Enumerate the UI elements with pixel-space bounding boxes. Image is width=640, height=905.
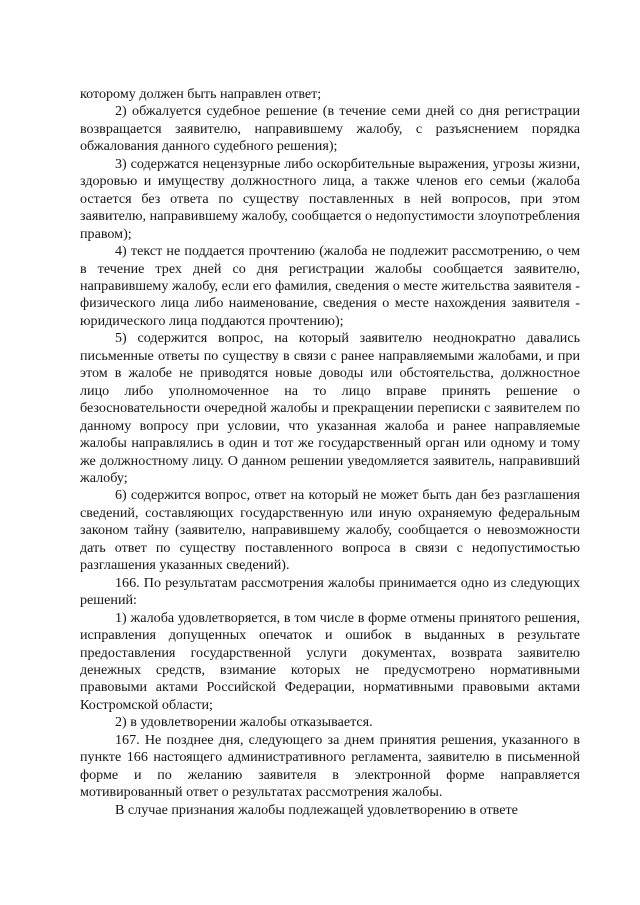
paragraph-item-5: 5) содержится вопрос, на который заявителю неоднократно давались письменные ответы по существу в связи с ранее направляемыми жалобами, и при этом в жалобе не приводятся новые доводы или обстоятельства, должностное лицо либо уполномоченное на то лицо вправе принять решение о безосновательности очередной жалобы и прекращении переписки с заявителем по данному вопросу при условии, что указанная жалоба и ранее направляемые жалобы направлялись в один и тот же государственный орган или одному и тому же должностному лицу. О данном решении уведомляется заявитель, направивший жалобу;	[80, 330, 580, 486]
paragraph-item-3: 3) содержатся нецензурные либо оскорбительные выражения, угрозы жизни, здоровью и имуществу должностного лица, а также членов его семьи (жалоба остается без ответа по существу поставленных в ней вопросов, при этом заявителю, направившему жалобу, сообщается о недопустимости злоупотребления правом);	[80, 155, 580, 242]
paragraph-final: В случае признания жалобы подлежащей удовлетворению в ответе	[115, 801, 518, 818]
paragraph-clause-167: 167. Не позднее дня, следующего за днем принятия решения, указанного в пункте 166 настоящего административного регламента, заявителю в письменной форме и по желанию заявителя в электронной форме направляется мотивированный ответ о результатах рассмотрения жалобы.	[80, 731, 580, 801]
document-page	[80, 86, 580, 819]
paragraph-item-4: 4) текст не поддается прочтению (жалоба не подлежит рассмотрению, о чем в течение трех дней со дня регистрации жалобы сообщается заявителю, направившему жалобу, если его фамилия, сведения о месте жительства заявителя - физического лица либо наименование, сведения о месте нахождения заявителя - юридического лица поддаются прочтению);	[80, 243, 580, 329]
paragraph-continuation: которому должен быть направлен ответ;	[80, 86, 322, 102]
paragraph-item-2: 2) обжалуется судебное решение (в течение семи дней со дня регистрации возвращается заявителю, направившему жалобу, с разъяснением порядка обжалования данного судебного решения);	[80, 103, 580, 155]
paragraph-decision-1: 1) жалоба удовлетворяется, в том числе в форме отмены принятого решения, исправления допущенных опечаток и ошибок в выданных в результате предоставления государственной услуги документах, возврата заявителю денежных средств, взимание которых не предусмотрено нормативными правовыми актами Российской Федерации, нормативными правовыми актами Костромской области;	[80, 609, 580, 713]
paragraph-clause-166: 166. По результатам рассмотрения жалобы принимается одно из следующих решений:	[80, 574, 580, 609]
paragraph-item-6: 6) содержится вопрос, ответ на который не может быть дан без разглашения сведений, составляющих государственную или иную охраняемую федеральным законом тайну (заявителю, направившему жалобу, сообщается о невозможности дать ответ по существу поставленного вопроса в связи с недопустимостью разглашения указанных сведений).	[80, 487, 580, 574]
paragraph-decision-2: 2) в удовлетворении жалобы отказывается.	[115, 714, 373, 731]
